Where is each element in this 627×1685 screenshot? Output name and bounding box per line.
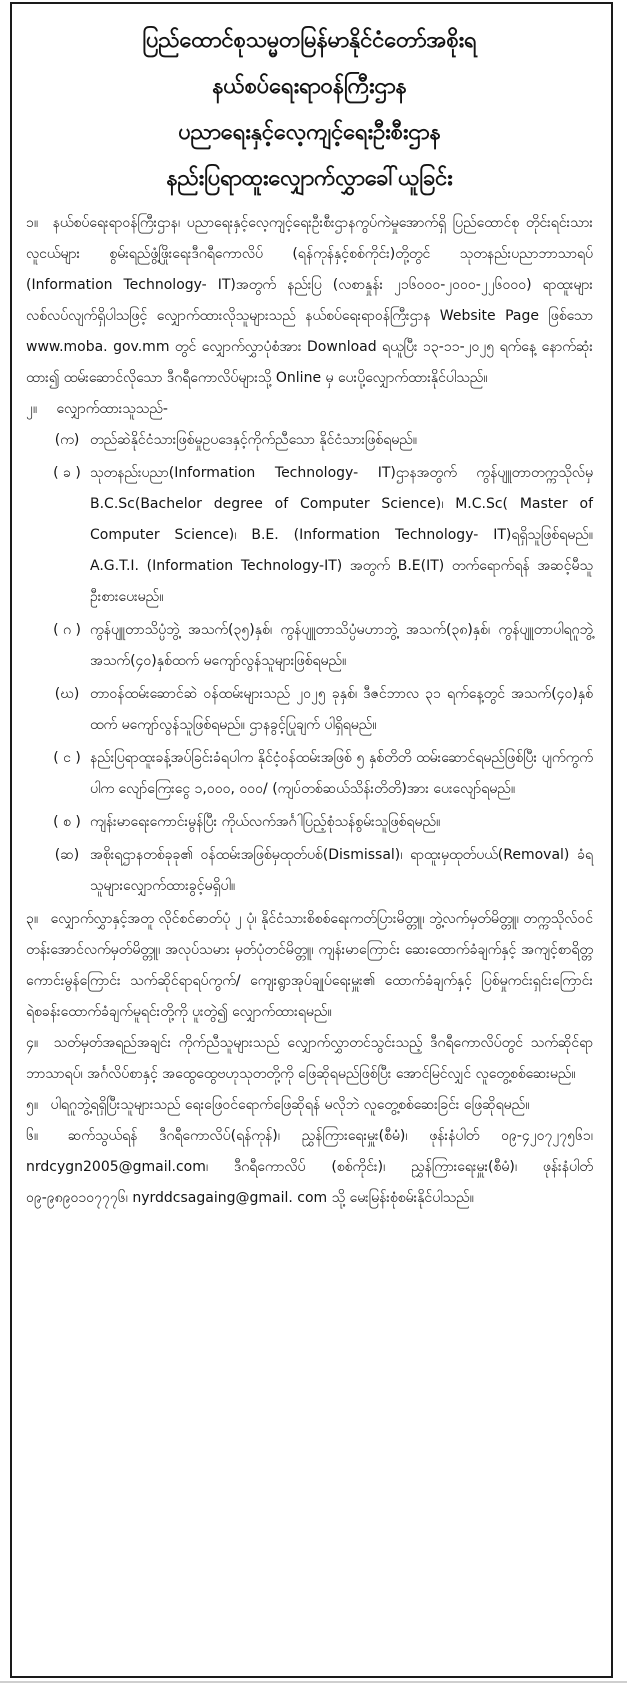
- paragraph-2-number: ၂။: [26, 401, 38, 417]
- requirement-mark: ( င ): [53, 750, 81, 766]
- requirement-item: [26, 840, 593, 902]
- paragraph-3-text: လျှောက်လွှာနှင့်အတူ လိုင်စင်ဓာတ်ပုံ ၂ ပုံ၊ နိုင်ငံသားစိစစ်ရေးကတ်ပြားမိတ္တူ၊ ဘွဲ့လက်မှတ်မိတ္တူ၊ တက္ကသိုလ်ဝင်တန်းအောင်လက်မှတ်မိတ္တူ၊ အလုပ်သမား မှတ်ပုံတင်မိတ္တူ၊ ကျန်းမာကြောင်း ဆေးထောက်ခံချက်နှင့် အကျင့်စာရိတ္တကောင်းမွန်ကြောင်း သက်ဆိုင်ရာရပ်ကွက်/ ကျေးရွာအုပ်ချုပ်ရေးမှူး၏ ထောက်ခံချက်နှင့် ပြစ်မှုကင်းရှင်းကြောင်း ရဲစခန်းထောက်ခံချက်မူရင်းတို့ကို ပူးတွဲ၍ လျှောက်ထားရမည်။: [26, 911, 593, 1020]
- requirement-text: သုတနည်းပညာ(Information Technology- IT)ဌာနအတွက် ကွန်ပျူတာတက္ကသိုလ်မှ B.C.Sc(Bachelor degree of Computer Science)၊ M.C.Sc( Master of Computer Science)၊ B.E. (Information Technology- IT)ရရှိသူဖြစ်ရမည်။ A.G.T.I. (Information Technology-IT) အတွက် B.E(IT) တက်ရောက်ရန် အဆင့်မီသူ ဦးစားပေးမည်။: [90, 465, 593, 605]
- requirement-item: [26, 458, 593, 613]
- requirement-text: တာဝန်ထမ်းဆောင်ဆဲ ဝန်ထမ်းများသည် ၂၀၂၅ ခုနှစ်၊ ဒီဇင်ဘာလ ၃၁ ရက်နေ့တွင် အသက်(၄၀)နှစ်ထက် မကျော်လွန်သူဖြစ်ရမည်။ ဌာနခွင့်ပြုချက် ပါရှိရမည်။: [90, 686, 593, 733]
- requirement-text: နည်းပြရာထူးခန့်အပ်ခြင်းခံရပါက နိုင်ငံ့ဝန်ထမ်းအဖြစ် ၅ နှစ်တိတိ ထမ်းဆောင်ရမည်ဖြစ်ပြီး ပျက်ကွက်ပါက လျော်ကြေးငွေ ၁,၀၀၀, ၀၀၀/ (ကျပ်တစ်ဆယ်သိန်းတိတိ)အား ပေးလျော်ရမည်။: [90, 750, 593, 797]
- paragraph-6: [26, 1121, 593, 1214]
- paragraph-6-text: ဆက်သွယ်ရန် ဒီဂရီကောလိပ်(ရန်ကုန်)၊ ညွှန်ကြားရေးမှူး(စီမံ)၊ ဖုန်းနံပါတ် ၀၉-၄၂၀၇၂၇၅၆၁၊ nrdcygn2005@gmail.com၊ ဒီဂရီကောလိပ် (စစ်ကိုင်း)၊ ညွှန်ကြားရေးမှူး(စီမံ)၊ ဖုန်းနံပါတ် ၀၉-၉၈၉၀၁၀၇၇၇၆၊ nyrddcsagaing@gmail. com သို့ မေးမြန်းစုံစမ်းနိုင်ပါသည်။: [26, 1128, 594, 1206]
- paragraph-1: [26, 208, 593, 394]
- paragraph-5-number: ၅။: [26, 1097, 39, 1113]
- announcement-header: [26, 18, 593, 202]
- paragraph-4-text: သတ်မှတ်အရည်အချင်း ကိုက်ညီသူများသည် လျှောက်လွှာတင်သွင်းသည့် ဒီဂရီကောလိပ်တွင် သက်ဆိုင်ရာဘာသာရပ်၊ အင်္ဂလိပ်စာနှင့် အထွေထွေဗဟုသုတတို့ကို ဖြေဆိုရမည်ဖြစ်ပြီး အောင်မြင်လျှင် လူတွေ့စစ်ဆေးမည်။: [26, 1035, 593, 1082]
- paragraph-3: [26, 904, 593, 1028]
- requirement-text: ကွန်ပျူတာသိပ္ပံဘွဲ့ အသက်(၃၅)နှစ်၊ ကွန်ပျူတာသိပ္ပံမဟာဘွဲ့ အသက်(၃၈)နှစ်၊ ကွန်ပျူတာပါရဂူဘွဲ့ အသက်(၄၀)နှစ်ထက် မကျော်လွန်သူများဖြစ်ရမည်။: [90, 622, 593, 669]
- requirement-mark: (က): [54, 432, 80, 448]
- requirement-item: [26, 743, 593, 805]
- bottom-divider: [0, 1681, 627, 1683]
- requirement-item: [26, 679, 593, 741]
- paragraph-5: [26, 1090, 593, 1121]
- requirement-text: အစိုးရဌာနတစ်ခုခု၏ ဝန်ထမ်းအဖြစ်မှထုတ်ပစ်(Dismissal)၊ ရာထူးမှထုတ်ပယ်(Removal) ခံရသူများလျှောက်ထားခွင့်မရှိပါ။: [90, 847, 593, 894]
- paragraph-1-text: နယ်စပ်ရေးရာဝန်ကြီးဌာန၊ ပညာရေးနှင့်လေ့ကျင့်ရေးဦးစီးဌာနကွပ်ကဲမှုအောက်ရှိ ပြည်ထောင်စု တိုင်းရင်းသားလူငယ်များ စွမ်းရည်ဖွံ့ဖြိုးရေးဒီဂရီကောလိပ် (ရန်ကုန်နှင့်စစ်ကိုင်း)တို့တွင် သုတနည်းပညာဘာသာရပ် (Information Technology- IT)အတွက် နည်းပြ (လစာနှုန်း ၂၁၆၀၀၀-၂၀၀၀-၂၂၆၀၀၀) ရာထူးများ လစ်လပ်လျက်ရှိပါသဖြင့် လျှောက်ထားလိုသူများသည် နယ်စပ်ရေးရာဝန်ကြီးဌာန Website Page ဖြစ်သော www.moba. gov.mm တွင် လျှောက်လွှာပုံစံအား Download ရယူပြီး ၁၃-၁၁-၂၀၂၅ ရက်နေ့ နောက်ဆုံးထား၍ ထမ်းဆောင်လိုသော ဒီဂရီကောလိပ်များသို့ Online မှ ပေးပို့လျှောက်ထားနိုင်ပါသည်။: [26, 215, 593, 386]
- requirement-text: ကျန်းမာရေးကောင်းမွန်ပြီး ကိုယ်လက်အင်္ဂါပြည့်စုံသန်စွမ်းသူဖြစ်ရမည်။: [90, 814, 441, 830]
- paragraph-5-text: ပါရဂူဘွဲ့ရရှိပြီးသူများသည် ရေးဖြေဝင်ရောက်ဖြေဆိုရန် မလိုဘဲ လူတွေ့စစ်ဆေးခြင်း ဖြေဆိုရမည်။: [50, 1097, 530, 1113]
- header-title: နည်းပြရာထူးလျှောက်လွှာခေါ်ယူခြင်း: [166, 166, 453, 191]
- requirement-mark: ( ခ ): [53, 465, 81, 481]
- header-government: ပြည်ထောင်စုသမ္မတမြန်မာနိုင်ငံတော်အစိုးရ: [142, 28, 477, 53]
- paragraph-2: [26, 394, 593, 425]
- requirement-item: [26, 807, 593, 838]
- requirement-mark: (ဆ): [54, 847, 80, 863]
- requirement-item: [26, 425, 593, 456]
- requirement-text: တည်ဆဲနိုင်ငံသားဖြစ်မှုဥပဒေနှင့်ကိုက်ညီသော နိုင်ငံသားဖြစ်ရမည်။: [90, 432, 418, 448]
- paragraph-3-number: ၃။: [26, 911, 39, 927]
- requirement-mark: ( ဂ ): [53, 622, 81, 638]
- requirement-mark: (ဃ): [54, 686, 80, 702]
- paragraph-2-text: လျှောက်ထားသူသည်-: [56, 401, 168, 417]
- header-department: ပညာရေးနှင့်လေ့ကျင့်ရေးဦးစီးဌာန: [178, 120, 441, 145]
- paragraph-4: [26, 1028, 593, 1090]
- requirement-mark: ( စ ): [53, 814, 81, 830]
- header-ministry: နယ်စပ်ရေးရာဝန်ကြီးဌာန: [212, 74, 407, 99]
- paragraph-6-number: ၆။: [26, 1128, 39, 1144]
- requirement-item: [26, 615, 593, 677]
- paragraph-4-number: ၄။: [26, 1035, 39, 1051]
- announcement-document: [10, 2, 613, 1678]
- paragraph-1-number: ၁။: [26, 215, 39, 231]
